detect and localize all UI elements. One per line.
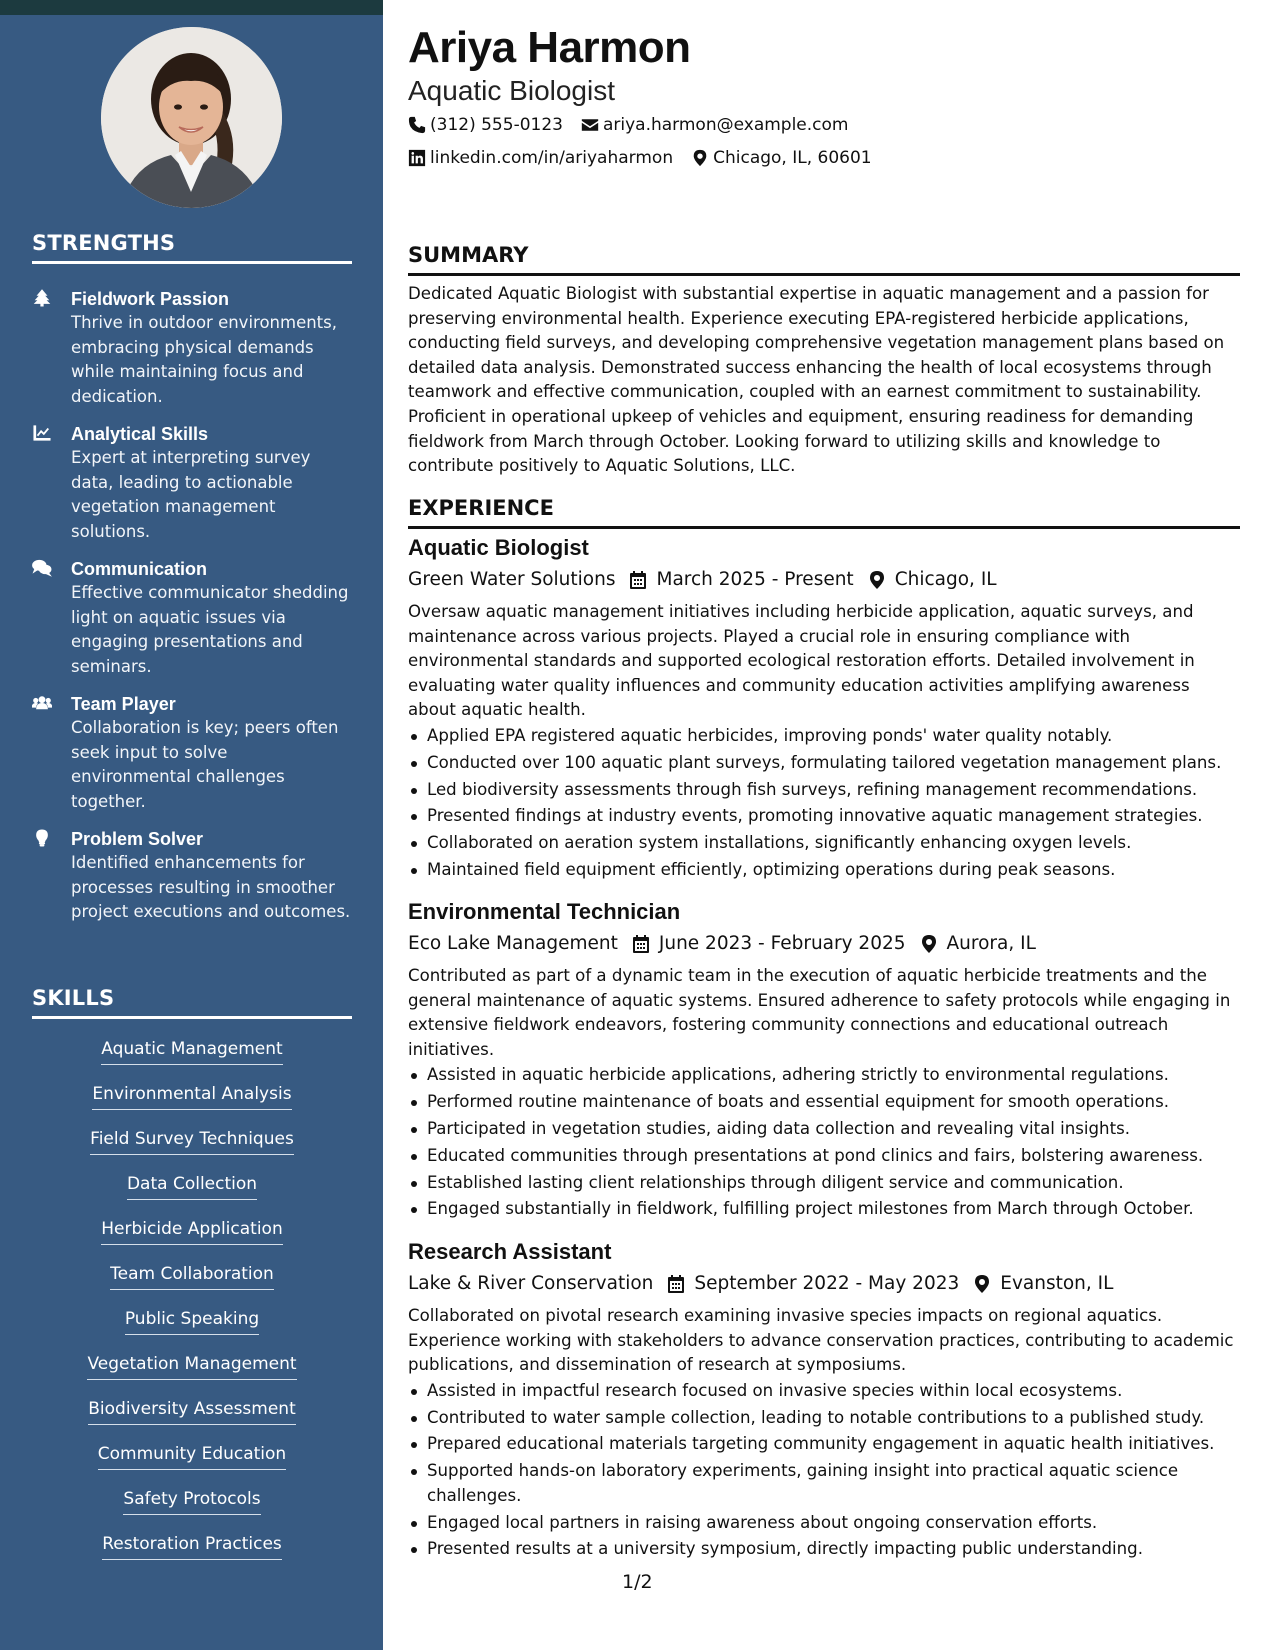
job-description: Collaborated on pivotal research examining invasive species impacts on regional aquatics. Experience working with stakeholders to advance conservation practices, contributing to academic publications, and dissemination of research at symposiums. [408, 1306, 1234, 1375]
summary-heading: SUMMARY [408, 241, 1240, 276]
job-bullet: Assisted in impactful research focused on invasive species within local ecosystems. [408, 1379, 1240, 1404]
job-bullet: Prepared educational materials targeting community engagement in aquatic health initiatives. [408, 1432, 1240, 1457]
skill-item: Data Collection [32, 1172, 352, 1217]
job-entry [408, 534, 1240, 885]
skill-item: Aquatic Management [32, 1037, 352, 1082]
job-bullet: Engaged local partners in raising awareness about ongoing conservation efforts. [408, 1511, 1240, 1536]
location-contact [691, 146, 872, 170]
envelope-icon [581, 116, 599, 134]
company-name: Green Water Solutions [408, 569, 616, 590]
job-bullet-list [408, 1063, 1240, 1222]
experience-heading: EXPERIENCE [408, 494, 1240, 529]
job-entry [408, 1238, 1240, 1564]
job-entry [408, 898, 1240, 1224]
strengths-heading: STRENGTHS [32, 231, 352, 264]
sidebar [0, 0, 383, 1650]
users-icon [32, 694, 54, 714]
job-bullet: Led biodiversity assessments through fish surveys, refining management recommendations. [408, 778, 1240, 803]
linkedin-icon [408, 149, 426, 167]
map-marker-icon [868, 570, 886, 590]
candidate-role: Aquatic Biologist [408, 75, 616, 106]
company-name: Eco Lake Management [408, 933, 618, 954]
phone-icon [408, 116, 426, 134]
skill-item: Vegetation Management [32, 1352, 352, 1397]
job-title: Environmental Technician [408, 899, 681, 924]
skill-item: Safety Protocols [32, 1487, 352, 1532]
job-dates: June 2023 - February 2025 [658, 933, 906, 954]
strength-item [32, 422, 352, 544]
skill-item: Biodiversity Assessment [32, 1397, 352, 1442]
job-bullet: Maintained field equipment efficiently, optimizing operations during peak seasons. [408, 858, 1240, 883]
skills-heading: SKILLS [32, 986, 352, 1019]
strength-title: Analytical Skills [71, 424, 209, 444]
comments-icon [32, 559, 54, 579]
contact-row [408, 113, 866, 137]
location-text: Chicago, IL, 60601 [713, 148, 872, 168]
skill-item: Restoration Practices [32, 1532, 352, 1577]
job-description: Oversaw aquatic management initiatives including herbicide application, aquatic surveys, and maintenance across various projects. Played a crucial role in ensuring compliance with environmental standards and supported ecological restoration efforts. Detailed involvement in evaluating water quality influences and community education activities amplifying awareness about aquatic health. [408, 602, 1195, 720]
strength-item [32, 692, 352, 814]
phone-number: (312) 555-0123 [430, 115, 563, 135]
strength-description: Effective communicator shedding light on aquatic issues via engaging presentations and seminars. [71, 583, 349, 676]
job-location: Evanston, IL [1000, 1273, 1114, 1294]
job-dates: September 2022 - May 2023 [694, 1273, 960, 1294]
calendar-icon [667, 1274, 685, 1294]
email-contact[interactable] [581, 113, 849, 137]
strength-description: Expert at interpreting survey data, leading to actionable vegetation management solutions. [71, 448, 311, 541]
main-content [408, 0, 1240, 1650]
job-bullet: Performed routine maintenance of boats and essential equipment for smooth operations. [408, 1090, 1240, 1115]
strength-title: Team Player [71, 694, 176, 714]
linkedin-url: linkedin.com/in/ariyaharmon [430, 148, 674, 168]
skill-item: Community Education [32, 1442, 352, 1487]
skill-item: Herbicide Application [32, 1217, 352, 1262]
job-bullet: Applied EPA registered aquatic herbicides, improving ponds' water quality notably. [408, 724, 1240, 749]
sidebar-top-bar [0, 0, 383, 15]
job-bullet: Participated in vegetation studies, aiding data collection and revealing vital insights. [408, 1117, 1240, 1142]
job-bullet: Conducted over 100 aquatic plant surveys, formulating tailored vegetation management plans. [408, 751, 1240, 776]
job-description: Contributed as part of a dynamic team in the execution of aquatic herbicide treatments and the general maintenance of aquatic systems. Ensured adherence to safety protocols while engaging in extensive fieldwork endeavors, fostering community connections and educational outreach initiatives. [408, 966, 1231, 1059]
job-bullet-list [408, 724, 1240, 883]
job-title: Aquatic Biologist [408, 535, 589, 560]
skill-item: Public Speaking [32, 1307, 352, 1352]
job-dates: March 2025 - Present [656, 569, 854, 590]
strength-description: Thrive in outdoor environments, embracing physical demands while maintaining focus and dedication. [71, 313, 337, 406]
map-marker-icon [973, 1274, 991, 1294]
strength-title: Communication [71, 559, 208, 579]
job-bullet: Contributed to water sample collection, leading to notable contributions to a published study. [408, 1406, 1240, 1431]
strengths-list [32, 287, 352, 938]
calendar-icon [629, 570, 647, 590]
job-bullet: Established lasting client relationships through diligent service and communication. [408, 1171, 1240, 1196]
map-marker-icon [920, 934, 938, 954]
skill-item: Environmental Analysis [32, 1082, 352, 1127]
job-bullet: Collaborated on aeration system installations, significantly enhancing oxygen levels. [408, 831, 1240, 856]
skill-item: Team Collaboration [32, 1262, 352, 1307]
contact-row-2 [408, 146, 890, 170]
map-marker-icon [691, 149, 709, 167]
strength-item [32, 287, 352, 409]
calendar-icon [632, 934, 650, 954]
page-number: 1/2 [622, 1571, 653, 1593]
strength-title: Fieldwork Passion [71, 289, 230, 309]
job-bullet: Supported hands-on laboratory experiments, gaining insight into practical aquatic science challenges. [408, 1459, 1240, 1508]
lightbulb-icon [32, 829, 54, 849]
job-meta [408, 930, 1240, 958]
skills-list [32, 1037, 352, 1577]
job-bullet-list [408, 1379, 1240, 1562]
linkedin-contact[interactable] [408, 146, 673, 170]
job-bullet: Educated communities through presentations at pond clinics and fairs, bolstering awareness. [408, 1144, 1240, 1169]
strength-description: Collaboration is key; peers often seek input to solve environmental challenges together. [71, 718, 339, 811]
phone-contact[interactable] [408, 113, 563, 137]
strength-item [32, 557, 352, 679]
chart-line-icon [32, 424, 54, 444]
email-address: ariya.harmon@example.com [602, 115, 849, 135]
candidate-name: Ariya Harmon [408, 23, 691, 72]
job-bullet: Presented findings at industry events, promoting innovative aquatic management strategies. [408, 804, 1240, 829]
avatar [101, 27, 282, 208]
job-title: Research Assistant [408, 1239, 612, 1264]
job-location: Aurora, IL [946, 933, 1036, 954]
skill-item: Field Survey Techniques [32, 1127, 352, 1172]
job-bullet: Engaged substantially in fieldwork, fulfilling project milestones from March through October. [408, 1197, 1240, 1222]
strength-title: Problem Solver [71, 829, 204, 849]
company-name: Lake & River Conservation [408, 1273, 654, 1294]
job-bullet: Presented results at a university symposium, directly impacting public understanding. [408, 1537, 1240, 1562]
tree-icon [32, 289, 54, 309]
strength-description: Identified enhancements for processes resulting in smoother project executions and outcomes. [71, 853, 351, 921]
job-bullet: Assisted in aquatic herbicide applications, adhering strictly to environmental regulations. [408, 1063, 1240, 1088]
summary-text: Dedicated Aquatic Biologist with substantial expertise in aquatic management and a passion for preserving environmental health. Experience executing EPA-registered herbicide applications, conducting field surveys, and developing comprehensive vegetation management plans based on detailed data analysis. Demonstrated success enhancing the health of local ecosystems through teamwork and effective communication, coupled with an earnest commitment to sustainability. Proficient in operational upkeep of vehicles and equipment, ensuring readiness for demanding fieldwork from March through October. Looking forward to utilizing skills and knowledge to contribute positively to Aquatic Solutions, LLC. [408, 284, 1225, 476]
job-meta [408, 566, 1240, 594]
job-location: Chicago, IL [894, 569, 997, 590]
strength-item [32, 827, 352, 925]
job-meta [408, 1270, 1240, 1298]
